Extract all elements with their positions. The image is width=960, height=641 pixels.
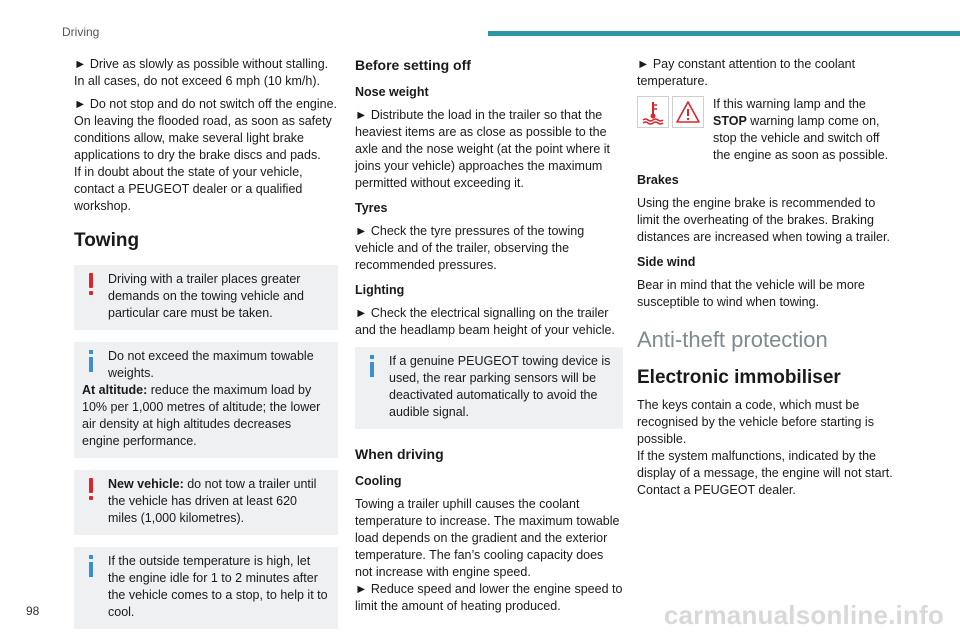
before-setting-off-heading: Before setting off: [355, 57, 471, 73]
paragraph: ► Do not stop and do not switch off the engine. On leaving the flooded road, as soon as safety conditions allow, make several light brake applications to dry the brake discs and pads.: [74, 97, 338, 162]
box-text: [82, 476, 328, 527]
box-text: Driving with a trailer places greater demands on the towing vehicle and particular care must be taken.: [108, 272, 304, 320]
warning-box: [74, 470, 338, 535]
box-bold: New vehicle:: [108, 477, 184, 491]
tyres-heading: Tyres: [355, 201, 388, 215]
paragraph: Contact a PEUGEOT dealer.: [637, 483, 796, 497]
paragraph: If in doubt about the state of your vehicle, contact a PEUGEOT dealer or a qualified workshop.: [74, 165, 303, 213]
box-text: Do not exceed the maximum towable weights.: [108, 349, 314, 380]
paragraph: The keys contain a code, which must be recognised by the vehicle before starting is possible.: [637, 398, 874, 446]
box-text: If a genuine PEUGEOT towing device is used, the rear parking sensors will be deactivated automatically to avoid the audible signal.: [389, 354, 611, 419]
info-box: [74, 342, 338, 458]
warning-box: [74, 265, 338, 330]
lamp-text-pre: If this warning lamp and the: [713, 97, 866, 111]
lamp-text-post: warning lamp come on, stop the vehicle and switch off the engine as soon as possible.: [713, 114, 889, 162]
paragraph: Towing a trailer uphill causes the coolant temperature to increase. The maximum towable load depends on the gradient and the exterior temperature. The fan’s cooling capacity does not increase with engine speed.: [355, 497, 620, 579]
coolant-temperature-icon: [637, 96, 669, 128]
box-text-rest: reduce the maximum load by 10% per 1,000 metres of altitude; the lower air density at high altitudes decreases engine performance.: [82, 383, 321, 448]
header-accent-bar: [488, 31, 960, 36]
info-box: [355, 347, 623, 429]
box-text: If the outside temperature is high, let the engine idle for 1 to 2 minutes after the vehicle comes to a stop, to help it to cool.: [108, 554, 328, 619]
box-text-rest: do not tow a trailer until the vehicle has driven at least 620 miles (1,000 kilometres).: [108, 477, 317, 525]
electronic-immobiliser-heading: Electronic immobiliser: [637, 367, 841, 388]
side-wind-heading: Side wind: [637, 255, 696, 269]
warning-icon: [86, 478, 96, 500]
paragraph: ► Check the tyre pressures of the towing vehicle and of the trailer, observing the recommended pressures.: [355, 224, 585, 272]
column-2: [355, 56, 623, 615]
warning-lamps: [637, 96, 704, 128]
box-text: [82, 382, 328, 450]
anti-theft-heading: Anti-theft protection: [637, 327, 828, 352]
watermark-logo: carmanualsonline.info: [663, 600, 944, 630]
paragraph: ► Reduce speed and lower the engine speed to limit the amount of heating produced.: [355, 582, 623, 613]
info-icon: [86, 350, 96, 372]
column-3: [637, 56, 899, 499]
stop-label: STOP: [713, 114, 747, 128]
warning-triangle-icon: [672, 96, 704, 128]
paragraph: Bear in mind that the vehicle will be more susceptible to wind when towing.: [637, 278, 865, 309]
paragraph: If the system malfunctions, indicated by the display of a message, the engine will not start.: [637, 449, 893, 480]
towing-heading: Towing: [74, 230, 140, 251]
lighting-heading: Lighting: [355, 283, 405, 297]
warning-icon: [86, 273, 96, 295]
info-box: [74, 547, 338, 629]
info-icon: [86, 555, 96, 577]
paragraph: ► Distribute the load in the trailer so that the heaviest items are as close as possible to the axle and the nose weight (at the point where it joins your vehicle) approaches the maximum permitted without exceeding it.: [355, 108, 611, 190]
section-title: Driving: [62, 25, 100, 39]
nose-weight-heading: Nose weight: [355, 85, 429, 99]
info-icon: [367, 355, 377, 377]
when-driving-heading: When driving: [355, 446, 444, 462]
paragraph: Using the engine brake is recommended to limit the overheating of the brakes. Braking distances are increased when towing a trailer.: [637, 196, 890, 244]
cooling-heading: Cooling: [355, 474, 402, 488]
box-bold: At altitude:: [82, 383, 148, 397]
page-number: 98: [26, 604, 40, 618]
paragraph: ► Check the electrical signalling on the trailer and the headlamp beam height of your vehicle.: [355, 306, 615, 337]
paragraph: ► Pay constant attention to the coolant temperature.: [637, 57, 856, 88]
warning-lamp-note: [637, 96, 899, 164]
brakes-heading: Brakes: [637, 173, 679, 187]
paragraph: ► Drive as slowly as possible without stalling. In all cases, do not exceed 6 mph (10 km/h).: [74, 57, 329, 88]
column-1: [74, 56, 338, 641]
